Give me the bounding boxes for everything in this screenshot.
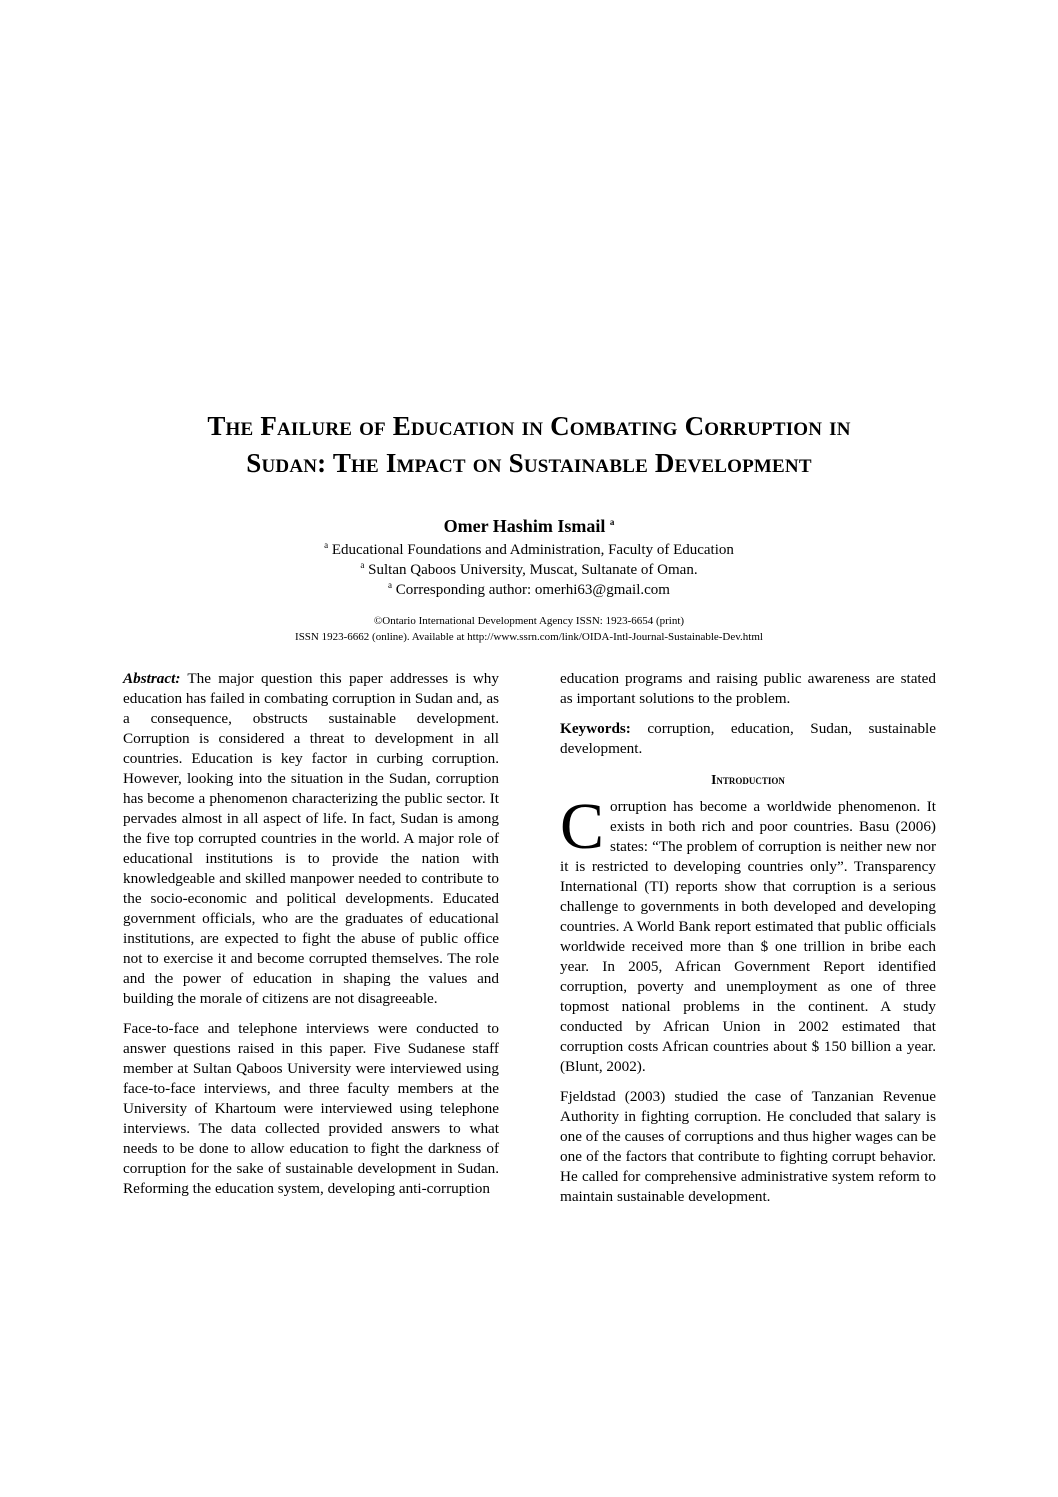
keywords-label: Keywords: xyxy=(560,720,631,737)
paper-title xyxy=(100,408,958,482)
author-name: Omer Hashim Ismail $^a$ xyxy=(443,516,615,536)
corresponding-author: $^a$ Corresponding author: omerhi63@gmail.com xyxy=(388,580,670,598)
introduction-heading: Introduction xyxy=(711,772,785,787)
issn-line-2: ISSN 1923-6662 (online). Available at http://www.ssrn.com/link/OIDA-Intl-Journal-Sustainable-Dev.html xyxy=(295,631,763,643)
keywords-text: corruption, education, Sudan, sustainable development. xyxy=(560,720,936,757)
title-line-2: Sudan: The Impact on Sustainable Development xyxy=(246,448,812,478)
abstract-paragraph xyxy=(123,669,499,1009)
introduction-paragraph-1 xyxy=(560,790,936,1077)
author-block xyxy=(180,514,878,600)
affiliation-university: $^a$ Sultan Qaboos University, Muscat, Sultanate of Oman. xyxy=(360,560,698,578)
abstract-label: Abstract: xyxy=(123,670,181,687)
issn-notice xyxy=(150,613,908,645)
author-sup: a xyxy=(609,517,615,527)
abstract-continuation: education programs and raising public awareness are stated as important solutions to the problem. xyxy=(560,670,936,707)
affiliation-department: $^a$ Educational Foundations and Administration, Faculty of Education xyxy=(324,540,734,558)
title-line-1: The Failure of Education in Combating Corruption in xyxy=(207,411,851,441)
introduction-text-1: orruption has become a worldwide phenomenon. It exists in both rich and poor countries. Basu (2006) states: “The problem of corruption is neither new nor it is restricted to developing countries only”. Transparency International (TI) reports show that corruption is a serious challenge to governments in both developed and developing countries. A World Bank report estimated that public officials worldwide received more than $ one trillion in bribe each year. In 2005, African Government Report identified corruption, poverty and unemployment as one of three topmost national problems in the continent. A study conducted by African Union in 2002 estimated that corruption costs African countries about $ 150 billion a year. (Blunt, 2002). xyxy=(560,798,936,1075)
keywords-paragraph xyxy=(560,719,936,759)
introduction-paragraph-2: Fjeldstad (2003) studied the case of Tanzanian Revenue Authority in fighting corruption. He concluded that salary is one of the causes of corruptions and thus higher wages can be one of the factors that contribute to fighting corrupt behavior. He called for comprehensive administrative system reform to maintain sustainable development. xyxy=(560,1088,936,1205)
right-column xyxy=(560,669,936,1217)
left-column xyxy=(123,669,499,1209)
drop-cap: C xyxy=(560,790,605,863)
abstract-text: The major question this paper addresses is why education has failed in combating corruption in Sudan and, as a consequence, obstructs sustainable development. Corruption is considered a threat to development in all countries. Education is key factor in curbing corruption. However, looking into the situation in the Sudan, corruption has become a phenomenon characterizing the public sector. It pervades almost in all aspect of life. In fact, Sudan is among the five top corrupted countries in the world. A major role of educational institutions is to provide the nation with knowledgeable and skilled manpower needed to contribute to the socio-economic and political developments. Educated government officials, who are the graduates of educational institutions, are expected to fight the abuse of public office not to exercise it and become corrupted themselves. The role and the power of education in shaping the values and building the morale of citizens are not disagreeable. xyxy=(123,670,499,1007)
methods-paragraph: Face-to-face and telephone interviews were conducted to answer questions raised in this paper. Five Sudanese staff member at Sultan Qaboos University were interviewed using face-to-face interviews, and three faculty members at the University of Khartoum were interviewed using telephone interviews. The data collected provided answers to what needs to be done to allow education to fight the darkness of corruption for the sake of sustainable development in Sudan. Reforming the education system, developing anti-corruption xyxy=(123,1020,499,1197)
issn-line-1: ©Ontario International Development Agency ISSN: 1923-6654 (print) xyxy=(373,615,685,627)
